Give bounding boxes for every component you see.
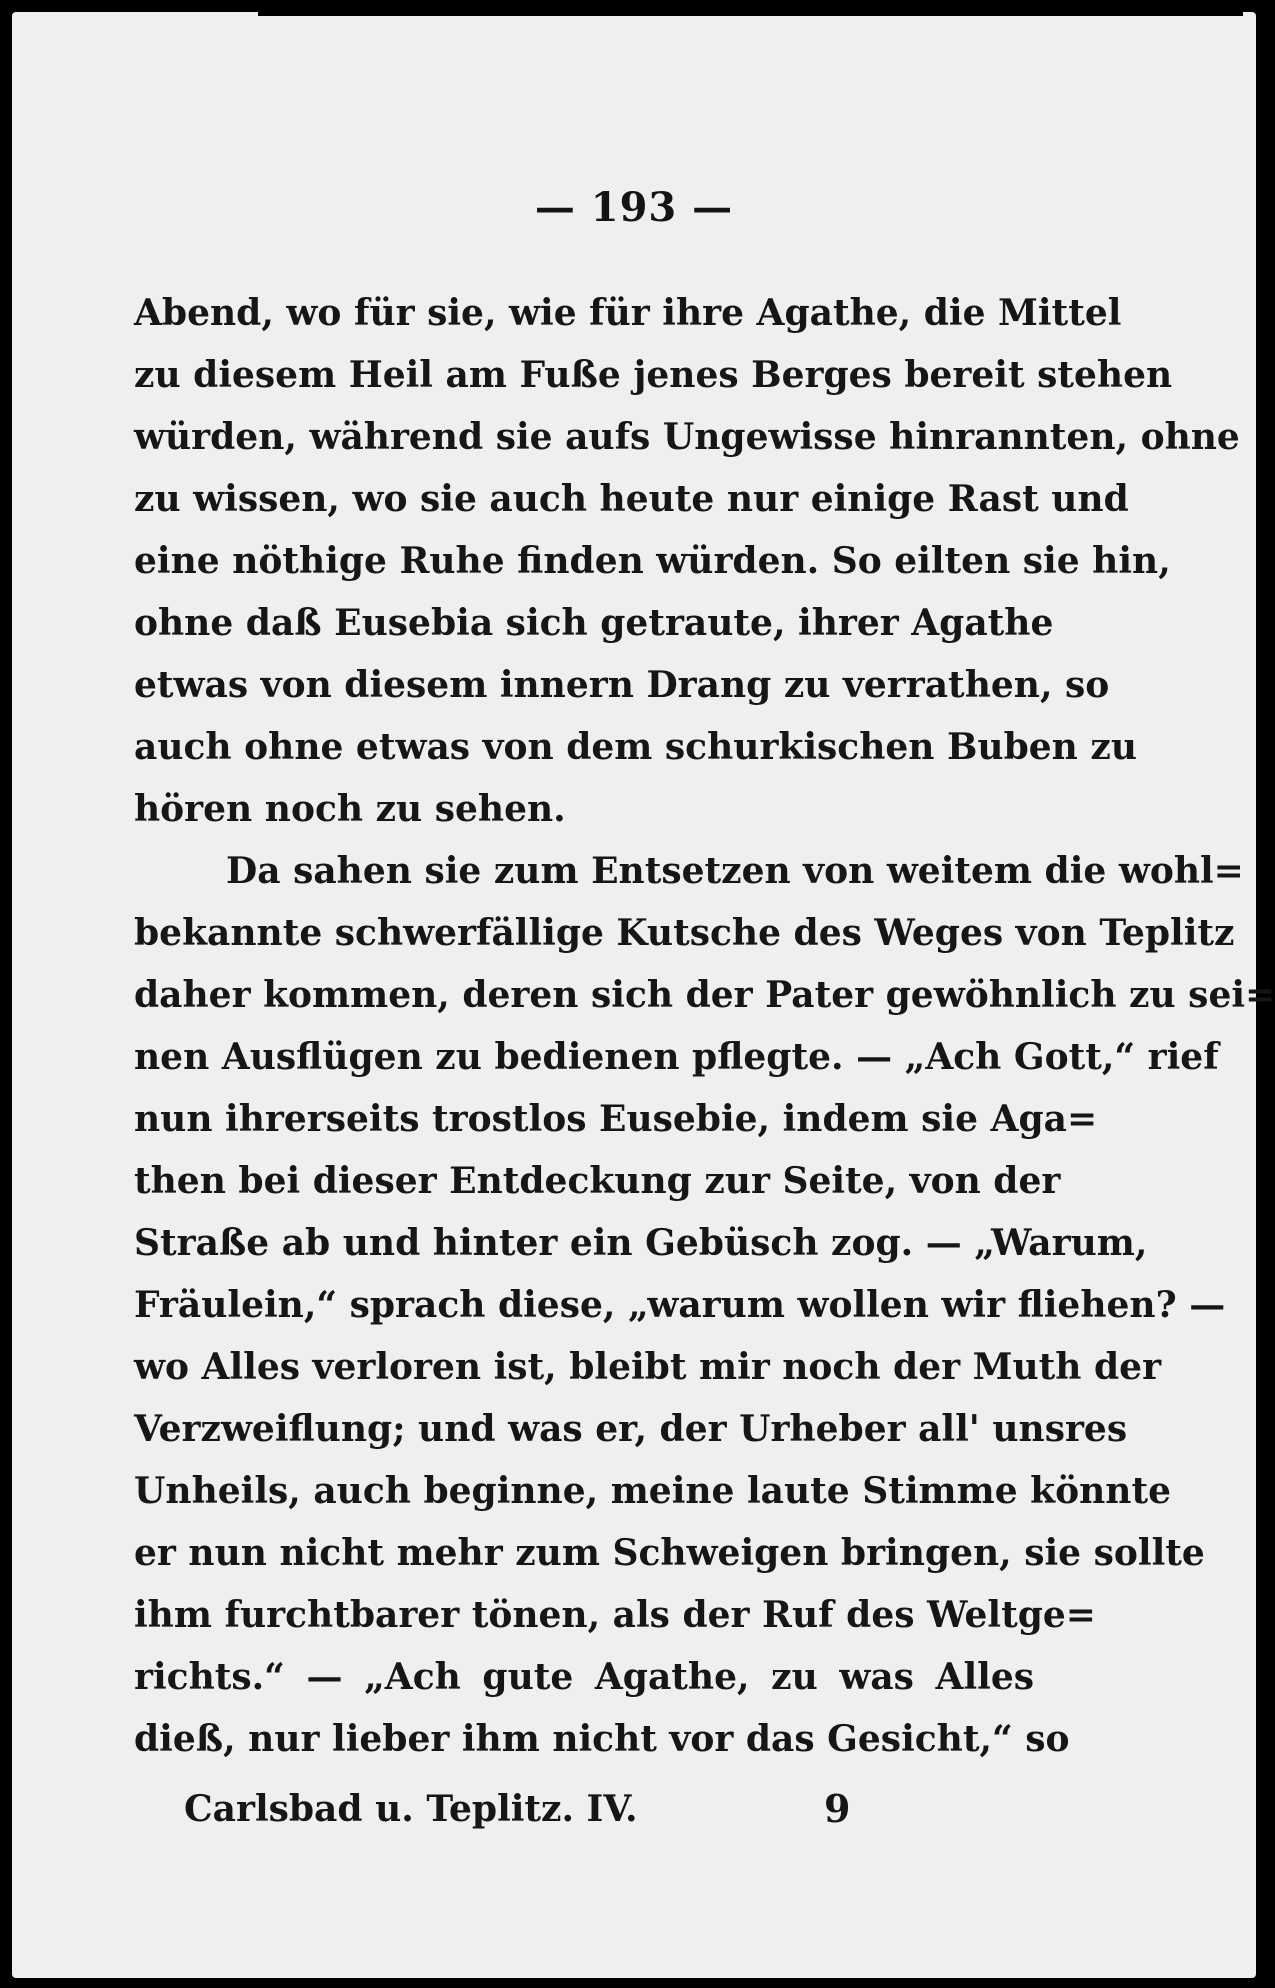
text-line: dieß, nur lieber ihm nicht vor das Gesicht,“ so — [134, 1718, 1070, 1760]
text-line: then bei dieser Entdeckung zur Seite, von der — [134, 1160, 1061, 1202]
text-line: ohne daß Eusebia sich getraute, ihrer Agathe — [134, 602, 1054, 644]
text-line: etwas von diesem innern Drang zu verrathen, so — [134, 664, 1110, 706]
signature-line: Carlsbad u. Teplitz. IV. — [184, 1788, 638, 1830]
text-line: nen Ausflügen zu bedienen pflegte. — „Ach Gott,“ rief — [134, 1036, 1219, 1078]
text-line: zu diesem Heil am Fuße jenes Berges bereit stehen — [134, 354, 1173, 396]
text-line: eine nöthige Ruhe finden würden. So eilten sie hin, — [134, 540, 1171, 582]
text-line: bekannte schwerfällige Kutsche des Weges von Teplitz — [134, 912, 1235, 954]
scan-edge — [258, 0, 1243, 16]
page-number: — 193 — — [534, 184, 734, 231]
text-line: Fräulein,“ sprach diese, „warum wollen wir fliehen? — — [134, 1284, 1226, 1326]
text-line: zu wissen, wo sie auch heute nur einige Rast und — [134, 478, 1129, 520]
text-line: hören noch zu sehen. — [134, 788, 566, 830]
body-text — [134, 282, 1275, 1770]
text-line: er nun nicht mehr zum Schweigen bringen, sie sollte — [134, 1532, 1205, 1574]
text-line: Unheils, auch beginne, meine laute Stimme könnte — [134, 1470, 1171, 1512]
book-page — [12, 12, 1275, 1978]
text-line: würden, während sie aufs Ungewisse hinrannten, ohne — [134, 416, 1240, 458]
text-line: ihm furchtbarer tönen, als der Ruf des Weltge= — [134, 1594, 1096, 1636]
text-line: auch ohne etwas von dem schurkischen Buben zu — [134, 726, 1138, 768]
text-line: nun ihrerseits trostlos Eusebie, indem sie Aga= — [134, 1098, 1098, 1140]
paragraph-first-line: Da sahen sie zum Entsetzen von weitem die wohl= — [226, 850, 1244, 892]
text-line: wo Alles verloren ist, bleibt mir noch der Muth der — [134, 1346, 1162, 1388]
text-line: daher kommen, deren sich der Pater gewöhnlich zu sei= — [134, 974, 1275, 1016]
sheet-signature: 9 — [824, 1786, 851, 1831]
text-line: Straße ab und hinter ein Gebüsch zog. — „Warum, — [134, 1222, 1148, 1264]
text-line: Verzweiflung; und was er, der Urheber all' unsres — [134, 1408, 1128, 1450]
text-line: richts.“ — „Ach gute Agathe, zu was Alles — [134, 1656, 1034, 1698]
text-line: Abend, wo für sie, wie für ihre Agathe, die Mittel — [134, 292, 1122, 334]
